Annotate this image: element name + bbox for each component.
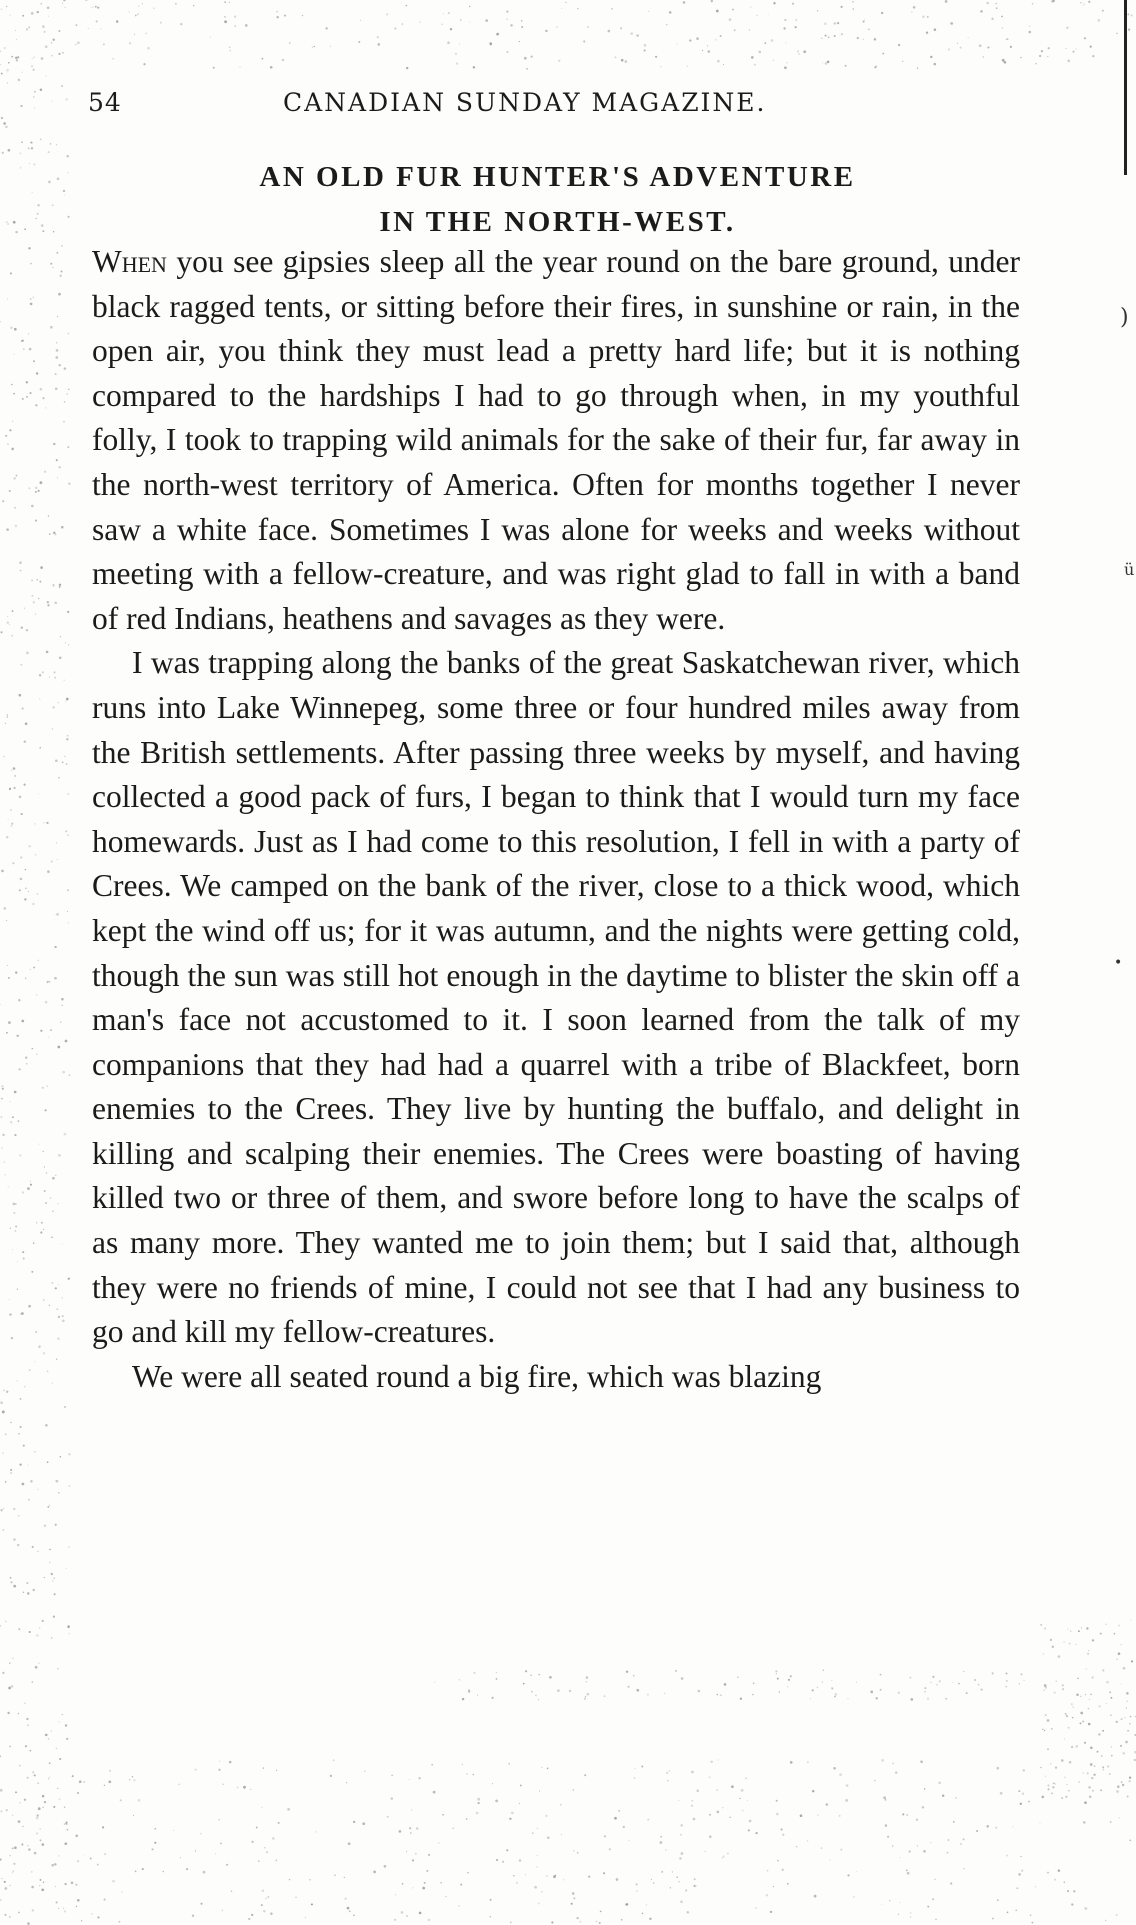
margin-mark: ü	[1124, 560, 1135, 579]
page-edge-rule	[1124, 0, 1127, 175]
page-number: 54	[88, 88, 122, 117]
margin-mark: •	[1114, 955, 1123, 971]
article-title-line-1: AN OLD FUR HUNTER'S ADVENTURE	[259, 161, 856, 193]
paragraph-1-text: you see gipsies sleep all the year round on the bare ground, under black ragged tents, or sitting before their fires, in sunshine or rain, in the open air, you think they must lead a pretty hard life; but it is nothing compared to the hardships I had to go through when, in my youthful folly, I took to trapping wild animals for the sake of their fur, far away in the north-west territory of America. Often for months together I never saw a white face. Sometimes I was alone for weeks and weeks without meeting with a fellow-creature, and was right glad to fall in with a band of red Indians, heathens and savages as they were.	[92, 244, 1020, 636]
paragraph-1	[92, 240, 1020, 641]
running-head: CANADIAN SUNDAY MAGAZINE.	[283, 88, 767, 117]
article-title-line-2: IN THE NORTH-WEST.	[379, 206, 736, 238]
opening-word: When	[92, 244, 167, 279]
article-body	[92, 240, 1020, 1399]
article-title	[100, 155, 1015, 245]
paragraph-3: We were all seated round a big fire, which was blazing	[132, 1358, 822, 1394]
margin-mark: )	[1120, 305, 1129, 330]
paragraph-2: I was trapping along the banks of the great Saskatchewan river, which runs into Lake Winnepeg, some three or four hundred miles away from the British settlements. After passing three weeks by myself, and having collected a good pack of furs, I began to think that I would turn my face homewards. Just as I had come to this resolution, I fell in with a party of Crees. We camped on the bank of the river, close to a thick wood, which kept the wind off us; for it was autumn, and the nights were getting cold, though the sun was still hot enough in the daytime to blister the skin off a man's face not accustomed to it. I soon learned from the talk of my companions that they had had a quarrel with a tribe of Blackfeet, born enemies to the Crees. They live by hunting the buffalo, and delight in killing and scalping their enemies. The Crees were boasting of having killed two or three of them, and swore before long to have the scalps of as many more. They wanted me to join them; but I said that, although they were no friends of mine, I could not see that I had any business to go and kill my fellow-creatures.	[92, 645, 1020, 1350]
page-header	[88, 88, 1013, 128]
